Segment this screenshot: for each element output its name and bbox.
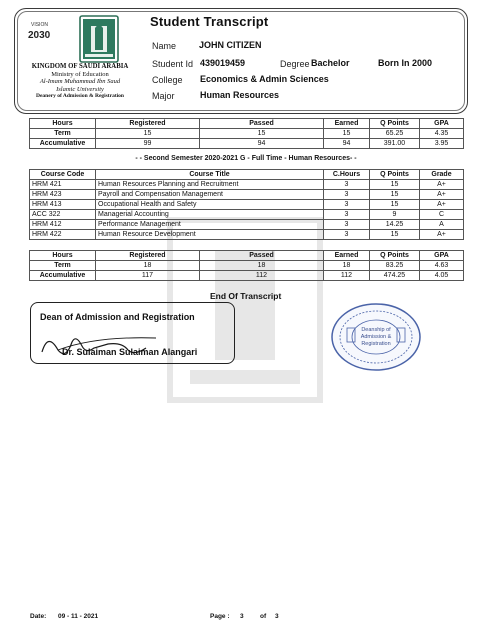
course-code: HRM 423 [30, 190, 96, 200]
semester-title: - - Second Semester 2020-2021 G - Full Time - Human Resources- - [135, 155, 357, 162]
table-cell: 65.25 [370, 129, 420, 139]
footer-of-label: of [260, 613, 267, 620]
header-cell: Passed [200, 119, 324, 129]
college-value: Economics & Admin Sciences [200, 74, 329, 84]
row-label: Accumulative [30, 139, 96, 149]
university-name-1: Al-Imam Muhammad Ibn Saud [39, 78, 121, 85]
table-cell: 18 [324, 261, 370, 271]
course-points: 15 [370, 180, 420, 190]
course-title: Occupational Health and Safety [96, 200, 324, 210]
course-points: 15 [370, 190, 420, 200]
course-title: Payroll and Compensation Management [96, 190, 324, 200]
course-title: Performance Management [96, 220, 324, 230]
course-title: Human Resource Development [96, 230, 324, 240]
table-cell: 15 [96, 129, 200, 139]
table-cell: 4.63 [420, 261, 464, 271]
dean-title: Dean of Admission and Registration [40, 312, 195, 322]
table-cell: 4.35 [420, 129, 464, 139]
course-row [30, 220, 464, 230]
header-cell: Q Points [370, 170, 420, 180]
header-cell: Grade [420, 170, 464, 180]
official-stamp [330, 302, 422, 372]
course-grade: A+ [420, 190, 464, 200]
course-row [30, 200, 464, 210]
course-hours: 3 [324, 200, 370, 210]
student-id: 439019459 [200, 58, 246, 68]
ministry-label: Ministry of Education [51, 70, 109, 78]
course-title: Human Resources Planning and Recruitment [96, 180, 324, 190]
header-cell: Course Title [96, 170, 324, 180]
course-grade: A+ [420, 230, 464, 240]
header-cell: Q Points [370, 119, 420, 129]
header-cell: Q Points [370, 251, 420, 261]
course-hours: 3 [324, 210, 370, 220]
course-grade: C [420, 210, 464, 220]
table-cell: 474.25 [370, 271, 420, 281]
table-cell: 94 [200, 139, 324, 149]
table-row [30, 261, 464, 271]
course-row [30, 180, 464, 190]
header-cell: GPA [420, 119, 464, 129]
kingdom-label: KINGDOM OF SAUDI ARABIA [31, 63, 129, 70]
table-cell: 391.00 [370, 139, 420, 149]
table-cell: 99 [96, 139, 200, 149]
header-cell: Hours [30, 251, 96, 261]
row-label: Term [30, 129, 96, 139]
course-code: HRM 422 [30, 230, 96, 240]
student-id-label: Student Id [152, 59, 194, 69]
table-cell: 3.95 [420, 139, 464, 149]
header-cell: Earned [324, 251, 370, 261]
header-cell: Passed [200, 251, 324, 261]
course-code: HRM 413 [30, 200, 96, 210]
footer-date-label: Date: [30, 613, 47, 620]
table-cell: 83.25 [370, 261, 420, 271]
degree-value: Bachelor [311, 58, 350, 68]
header-cell: C.Hours [324, 170, 370, 180]
course-grade: A+ [420, 180, 464, 190]
course-points: 14.25 [370, 220, 420, 230]
course-hours: 3 [324, 230, 370, 240]
summary-table-current [29, 250, 464, 281]
table-cell: 117 [96, 271, 200, 281]
table-row [30, 129, 464, 139]
course-grade: A [420, 220, 464, 230]
table-header-row [30, 170, 464, 180]
course-row [30, 190, 464, 200]
course-code: ACC 322 [30, 210, 96, 220]
major-label: Major [152, 91, 175, 101]
course-points: 9 [370, 210, 420, 220]
header-cell: Earned [324, 119, 370, 129]
footer-total-pages: 3 [275, 613, 279, 620]
dean-name: Dr. Sulaiman Sulaiman Alangari [62, 347, 198, 357]
degree-label: Degree [280, 59, 310, 69]
table-cell: 15 [324, 129, 370, 139]
vision-label: VISION [31, 22, 48, 28]
table-row [30, 139, 464, 149]
table-cell: 18 [200, 261, 324, 271]
table-cell: 112 [200, 271, 324, 281]
course-table [29, 169, 464, 240]
major-value: Human Resources [200, 90, 280, 100]
course-hours: 3 [324, 190, 370, 200]
footer-date: 09 - 11 - 2021 [58, 613, 99, 620]
name-label: Name [152, 41, 177, 51]
course-points: 15 [370, 230, 420, 240]
table-row [30, 271, 464, 281]
table-header-row [30, 119, 464, 129]
course-hours: 3 [324, 220, 370, 230]
table-cell: 18 [96, 261, 200, 271]
stamp-text-1: Deanship of [361, 327, 391, 333]
table-cell: 112 [324, 271, 370, 281]
page-title: Student Transcript [150, 14, 269, 29]
course-hours: 3 [324, 180, 370, 190]
course-title: Managerial Accounting [96, 210, 324, 220]
header-cell: Registered [96, 251, 200, 261]
organization-block [20, 63, 140, 101]
deanery-label: Deanery of Admission & Registration [36, 93, 124, 99]
header-cell: Hours [30, 119, 96, 129]
table-header-row [30, 251, 464, 261]
course-code: HRM 421 [30, 180, 96, 190]
row-label: Accumulative [30, 271, 96, 281]
vision-year: 2030 [28, 30, 51, 41]
course-row [30, 230, 464, 240]
end-of-transcript: End Of Transcript [210, 291, 282, 301]
summary-table-previous [29, 118, 464, 149]
footer-page-label: Page : [210, 613, 230, 620]
course-code: HRM 412 [30, 220, 96, 230]
born-year: Born In 2000 [378, 58, 433, 68]
college-label: College [152, 75, 183, 85]
footer-page: 3 [240, 613, 244, 620]
table-cell: 15 [200, 129, 324, 139]
header-cell: GPA [420, 251, 464, 261]
course-points: 15 [370, 200, 420, 210]
header-cell: Registered [96, 119, 200, 129]
stamp-text-3: Registration [361, 341, 391, 347]
student-name: JOHN CITIZEN [199, 40, 262, 50]
course-row [30, 210, 464, 220]
stamp-text-2: Admission & [360, 334, 392, 340]
row-label: Term [30, 261, 96, 271]
table-cell: 4.05 [420, 271, 464, 281]
course-grade: A+ [420, 200, 464, 210]
table-cell: 94 [324, 139, 370, 149]
university-emblem-icon [80, 16, 118, 62]
university-name-2: Islamic University [56, 85, 104, 93]
header-cell: Course Code [30, 170, 96, 180]
